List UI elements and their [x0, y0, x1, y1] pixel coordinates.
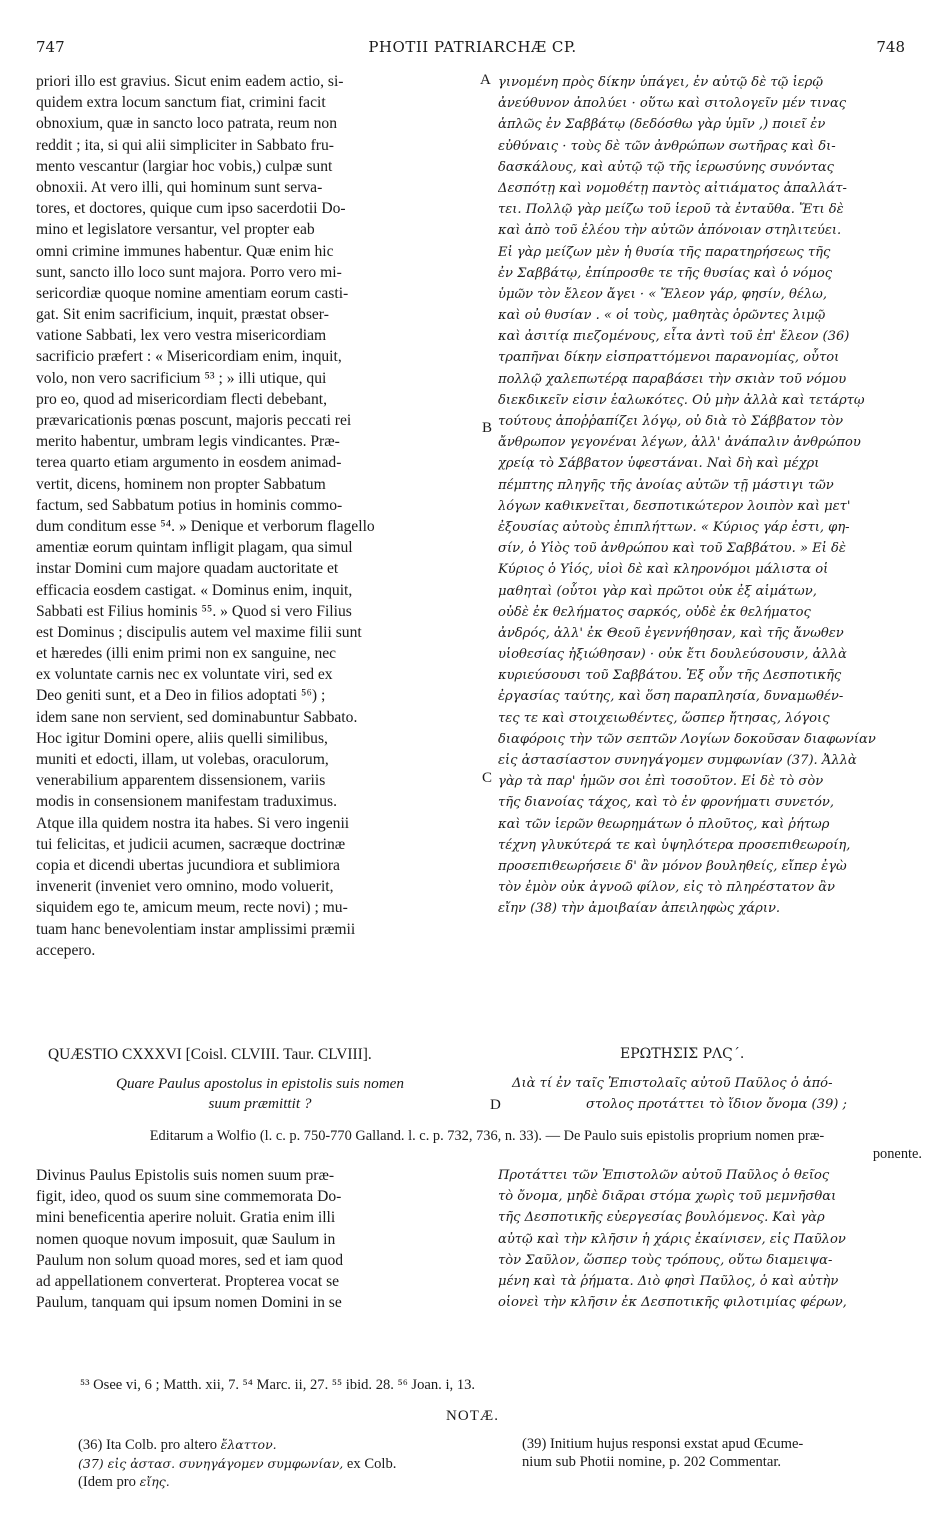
greek-text-line: οὐδὲ ἐκ θελήματος σαρκός, οὐδὲ ἐκ θελήματος [498, 604, 811, 620]
latin-text-line: siquidem ego te, amicum meum, recte novi) ; mu- [36, 899, 348, 917]
greek-answer-line: μένη καὶ τὰ ῥήματα. Διὸ φησὶ Παῦλος, ὁ καὶ αὐτὴν [498, 1273, 839, 1289]
latin-text-line: tores, et doctores, quique cum ipso sacerdotii Do- [36, 200, 346, 218]
greek-text-line: τει. Πολλῷ γὰρ μείζω τοῦ ἱεροῦ τὰ ἐνταῦθα. Ἔτι δὲ [498, 202, 844, 218]
greek-text-line: Κύριος ὁ Υἱός, υἱοὶ δὲ καὶ κληρονόμοι μάλιστα οἱ [498, 562, 829, 578]
question-subtitle-greek-2: στολος προτάττει τὸ ἴδιον ὄνομα (39) ; [586, 1097, 847, 1112]
latin-column [36, 71, 486, 1031]
latin-text-line: Sabbati est Filius hominis ⁵⁵. » Quod si vero Filius [36, 602, 352, 620]
latin-text-line: prævaricationis pœnas poscunt, majoris peccati rei [36, 412, 352, 429]
latin-column-2 [36, 1165, 486, 1370]
greek-text-line: γινομένη πρὸς δίκην ὑπάγει, ἐν αὐτῷ δὲ τῷ ἱερῷ [498, 75, 823, 90]
latin-text-line: gat. Sit enim sacrificium, inquit, præstat obser- [36, 306, 329, 324]
latin-text-line: dum conditum esse ⁵⁴. » Denique et verborum flagello [36, 517, 375, 535]
latin-text-line: reddit ; ita, si qui alii simpliciter in Sabbato fru- [36, 136, 334, 154]
greek-text-line: καὶ τῶν ἱερῶν θεωρημάτων ὁ πλοῦτος, καὶ ῥήτωρ [498, 816, 830, 832]
margin-marker-b: B [482, 420, 493, 436]
latin-text-line: terea quarto etiam argumento in eosdem animad- [36, 454, 342, 472]
latin-text-line: mento vescantur (largiar hoc vobis,) culpæ sunt [36, 157, 333, 175]
latin-answer-line: ad appellationem converterat. Propterea vocat se [36, 1272, 340, 1290]
latin-text-line: vatione Sabbati, lex vero vestra misericordiam [36, 327, 327, 345]
latin-text-line: volo, non vero sacrificium ⁵³ ; » illi utique, qui [36, 369, 327, 387]
greek-text-line: εἴην (38) τὴν ἀμοιβαίαν ἀπειληφὼς χάριν. [498, 901, 781, 917]
greek-text-line: τέχνη γλυκύτερά τε καὶ ὑψηλότερα προσεπιθεωροίη, [498, 837, 851, 853]
latin-text-line: idem sane non servient, sed dominabuntur Sabbato. [36, 708, 358, 726]
question-heading-greek: ΕΡΩΤΗΣΙΣ ΡΛϚ΄. [620, 1046, 745, 1062]
latin-text-line: priori illo est gravius. Sicut enim eadem actio, si- [36, 73, 344, 90]
greek-text-line: ἀνεύθυνον ἀπολύει · οὕτω καὶ σιτολογεῖν μέν τινας [498, 96, 847, 112]
greek-text-line: εὐθύναις · τοὺς δὲ τῶν ἀνθρώπων σωτῆρας καὶ δι- [498, 138, 836, 154]
latin-text-line: quidem extra locum sanctum fiat, crimini facit [36, 94, 326, 112]
greek-text-line: καὶ ἀπὸ τοῦ ἐλέου τὴν αὐτῶν ἀπόνοιαν στηλιτεύει. [498, 223, 842, 239]
greek-text-line: ὑμῶν τὸν ἔλεον ἄγει · « Ἔλεον γάρ, φησίν, θέλω, [498, 286, 827, 302]
greek-text-line: Δεσπότῃ καὶ νομοθέτῃ παντὸς αἰτιάματος ἀπαλλάτ- [498, 180, 847, 196]
latin-text-line: Deo geniti sunt, et a Deo in filios adoptati ⁵⁶) ; [36, 687, 326, 705]
greek-text-line: καὶ ἀσιτίᾳ πιεζομένους, εἶτα ἀντὶ τοῦ ἐπ' ἔλεον (36) [498, 329, 850, 345]
note-39-line-1: (39) Initium hujus responsi exstat apud Œcume- [522, 1436, 804, 1452]
margin-marker-d: D [490, 1097, 501, 1113]
greek-text-line: τούτους ἀποῤῥαπίζει λόγῳ, οὐ διὰ τὸ Σάββατον τὸν [498, 414, 844, 429]
latin-text-line: mino et legislatore versantur, vel propter eab [36, 221, 315, 239]
latin-text-line: tui felicitas, et judicii acumen, sacræque doctrinæ [36, 835, 346, 853]
running-title: PHOTII PATRIARCHÆ CP. [368, 38, 577, 56]
notes-right [522, 1436, 932, 1471]
running-header [0, 38, 945, 60]
greek-text-line: διαφόροις τὴν τῶν σεπτῶν Λογίων δοκοῦσαν διαφωνίαν [498, 731, 876, 747]
latin-text-line: copia et dicendi ubertas jucundiora et sublimiora [36, 856, 340, 874]
latin-text-line: factum, sed Sabbatum potius in hominis commo- [36, 496, 343, 514]
greek-text-line: χρείᾳ τὸ Σάββατον ὑφεστάναι. Ναὶ δὴ καὶ μέχρι [498, 456, 820, 472]
note-37: (37) εἰς ἀστασ. συνηγάγομεν συμφωνίαν, ex Colb. [78, 1455, 397, 1472]
latin-answer-line: Divinus Paulus Epistolis suis nomen suum præ- [36, 1167, 335, 1184]
latin-text-line: instar Domini cum majore quadam auctoritate et [36, 560, 339, 578]
latin-answer-line: mini beneficentia aperire noluit. Gratia enim illi [36, 1209, 336, 1227]
greek-text-line: υἱοθεσίας ἠξιώθησαν) · οὐκ ἔτι δουλεύσουσιν, ἀλλὰ [498, 647, 847, 663]
greek-text-line: διεκδικεῖν εἰσιν ἑαλωκότες. Οὐ μὴν ἀλλὰ καὶ τετάρτῳ [498, 392, 865, 408]
greek-answer-line: Προτάττει τῶν Ἐπιστολῶν αὐτοῦ Παῦλος ὁ θεῖος [498, 1168, 830, 1183]
greek-text-line: τραπῆναι δίκην εἰσπραττόμενοι παρανομίας, οὗτοι [498, 350, 840, 366]
latin-text-line: muniti et edocti, illam, ut volebas, oraculorum, [36, 751, 329, 768]
greek-text-line: εἰς ἀστασίαστον συνηγάγομεν συμφωνίαν (37). Ἀλλὰ [498, 753, 857, 768]
latin-text-line: sacrificio præfert : « Misericordiam enim, inquit, [36, 348, 342, 366]
latin-text-line: merito habentur, umbram legis vindicantes. Præ- [36, 433, 340, 451]
margin-marker-a: A [480, 72, 491, 88]
question-subtitle-latin-1: Quare Paulus apostolus in epistolis suis nomen [115, 1075, 404, 1092]
greek-text-line: ἐν Σαββάτῳ, ἐπίπροσθε τε τῆς θυσίας καὶ ὁ νόμος [498, 265, 833, 281]
latin-text-line: sericordiæ quoque nomine amentiam eorum casti- [36, 284, 349, 302]
latin-text-line: omni crimine immunes habentur. Quæ enim hic [36, 242, 334, 260]
latin-answer-line: Paulum, tanquam qui ipsum nomen Domini in se [36, 1294, 342, 1312]
note-39-line-2: nium sub Photii nomine, p. 202 Commentar. [522, 1453, 782, 1470]
greek-text-line: πολλῷ χαλεπωτέρᾳ παραβάσει τὴν σκιὰν τοῦ νόμου [498, 371, 847, 387]
editorial-note [52, 1127, 922, 1163]
greek-text-line: δασκάλους, καὶ αὐτῷ τῷ τῆς ἱερωσύνης συνόντας [498, 159, 835, 175]
greek-answer-line: αὐτῷ καὶ τὴν κλῆσιν ἡ χάρις ἐκαίνισεν, εἰς Παῦλον [498, 1231, 846, 1247]
latin-text-line: obnoxii. At vero illi, qui hominum sunt serva- [36, 178, 323, 196]
editorial-line-2: ponente. [872, 1146, 922, 1162]
latin-answer-line: Paulum non solum quoad mores, sed et iam quod [36, 1251, 344, 1269]
latin-text-line: ex voluntate carnis nec ex voluntate viri, sed ex [36, 666, 333, 684]
greek-answer-line: τῆς Δεσποτικῆς εὐεργεσίας βουλόμενος. Καὶ γὰρ [498, 1210, 825, 1226]
greek-answer-line: τὸ ὄνομα, μηδὲ διᾶραι στόμα χωρὶς τοῦ μεμνῆσθαι [498, 1189, 837, 1205]
latin-text-line: et hæredes (illi enim primi non ex sanguine, nec [36, 645, 337, 663]
question-subtitle-latin-2: suum præmittit ? [208, 1095, 312, 1112]
latin-text-line: amentiæ eorum quintam infligit plagam, qua simul [36, 539, 353, 557]
greek-text-line: σίν, ὁ Υἱὸς τοῦ ἀνθρώπου καὶ τοῦ Σαββάτου. » Εἰ δὲ [498, 541, 846, 557]
question-heading-latin: QUÆSTIO CXXXVI [Coisl. CLVIII. Taur. CLVIII]. [48, 1046, 372, 1063]
greek-text-line: μαθηταὶ (οὗτοι γὰρ καὶ πρῶτοι οὐκ ἐξ αἱμάτων, [498, 583, 817, 599]
latin-text-line: venerabilium apparentem dissensionem, variis [36, 772, 326, 790]
greek-text-line: πέμπτης πληγῆς τῆς ἀνοίας αὐτῶν τῇ μάστιγι τῶν [498, 477, 834, 493]
latin-text-line: sunt, sancto illo loco sunt majora. Porro vero mi- [36, 263, 342, 281]
page-number-left: 747 [36, 38, 65, 56]
greek-text-line: ἁπλῶς ἐν Σαββάτῳ (δεδόσθω γὰρ ὑμῖν ,) ποιεῖ ἐν [498, 117, 826, 133]
question-subtitle-greek-1: Διὰ τί ἐν ταῖς Ἐπιστολαῖς αὐτοῦ Παῦλος ὁ ἀπό- [512, 1076, 833, 1091]
latin-answer-line: nomen quoque novum imposuit, quæ Saulum in [36, 1230, 336, 1248]
greek-text-line: ἀνδρός, ἀλλ' ἐκ Θεοῦ ἐγεννήθησαν, καὶ τῆς ἄνωθεν [498, 625, 844, 641]
greek-answer-line: τὸν Σαῦλον, ὥσπερ τοὺς τρόπους, οὕτω διαμειψα- [498, 1252, 833, 1268]
margin-marker-c: C [482, 770, 493, 786]
note-37b: (Idem pro εἴης. [78, 1474, 170, 1490]
latin-text-line: accepero. [36, 941, 96, 959]
latin-text-line: modis in consensionem manifestam traduximus. [36, 793, 338, 811]
greek-text-line: Εἰ γὰρ μείζων μὲν ἡ θυσία τῆς παρατηρήσεως τῆς [498, 244, 831, 260]
latin-text-line: obnoxium, quæ in sancto loco patrata, reum non [36, 115, 337, 133]
greek-text-line: προσεπιθεωρήσειε δ' ἂν μόνον βουληθείς, εἴπερ ἐγὼ [498, 858, 847, 874]
latin-text-line: tuam hanc benevolentiam instar amplissimi præmii [36, 920, 356, 938]
latin-text-line: efficacia eosdem castigat. « Dominus enim, inquit, [36, 581, 353, 599]
greek-text-line: ἄνθρωπον γεγονέναι λέγων, ἀλλ' ἀνάπαλιν ἀνθρώπου [498, 435, 861, 451]
greek-text-line: καὶ οὐ θυσίαν . « οἱ τοὺς, μαθητὰς ὁρῶντες λιμῷ [498, 308, 826, 324]
greek-text-line: τες τε καὶ στοιχειωθέντες, ὥσπερ ἤτησας, λόγοις [498, 710, 830, 726]
greek-answer-line: οἱονεὶ τὴν κλῆσιν ἐκ Δεσποτικῆς φιλοτιμίας φέρων, [498, 1295, 847, 1311]
greek-text-line: τὸν ἐμὸν οὐκ ἀγνοῶ φίλον, εἰς τὸ πληρέστατον ἂν [498, 880, 835, 896]
latin-text-line: pro eo, quod ad misericordiam flecti debebant, [36, 390, 327, 408]
page-number-right: 748 [876, 38, 905, 56]
latin-text-line: invenerit (inveniet vero omnino, modo voluerit, [36, 878, 334, 896]
scripture-references: ⁵³ Osee vi, 6 ; Matth. xii, 7. ⁵⁴ Marc. ii, 27. ⁵⁵ ibid. 28. ⁵⁶ Joan. i, 13. [80, 1377, 476, 1393]
greek-text-line: λόγων καθικνεῖται, δεσποτικώτερον λοιπὸν καὶ μετ' [498, 498, 851, 514]
greek-column-2 [498, 1165, 908, 1370]
greek-text-line: τῆς διανοίας τάχος, καὶ τὸ ἐν φρονήματι συνετόν, [498, 795, 835, 811]
latin-text-line: est Dominus ; discipulis autem vel maxime filii sunt [36, 623, 362, 641]
greek-text-line: ἐργασίας ταύτης, καὶ ὅση παραπλησία, δυναμωθέν- [498, 689, 844, 705]
latin-text-line: Atque illa quidem nostra ita habes. Si vero ingenii [36, 814, 350, 832]
greek-text-line: ἐξουσίας αὐτοὺς ἐπιπλήττων. « Κύριος γάρ ἐστι, φη- [498, 519, 850, 535]
greek-text-line: γὰρ τὰ παρ' ἡμῶν σοι ἐπὶ τοσοῦτον. Εἰ δὲ τὸ σὸν [498, 774, 824, 790]
latin-text-line: Hoc igitur Domini opere, aliis quelli similibus, [36, 729, 328, 747]
notes-title: NOTÆ. [446, 1408, 499, 1424]
greek-column [498, 72, 908, 1022]
latin-text-line: vertit, dicens, hominem non propter Sabbatum [36, 475, 326, 493]
note-36: (36) Ita Colb. pro altero ἔλαττον. [78, 1437, 277, 1453]
latin-answer-line: figit, ideo, quod os suum sine commemorata Do- [36, 1188, 342, 1206]
notes-left [78, 1436, 518, 1492]
editorial-line-1: Editarum a Wolfio (l. c. p. 750-770 Galland. l. c. p. 732, 736, n. 33). — De Paulo suis epistolis proprium nomen præ- [149, 1128, 825, 1144]
greek-text-line: κυριεύσουσι τοῦ Σαββάτου. Ἐξ οὖν τῆς Δεσποτικῆς [498, 668, 842, 684]
